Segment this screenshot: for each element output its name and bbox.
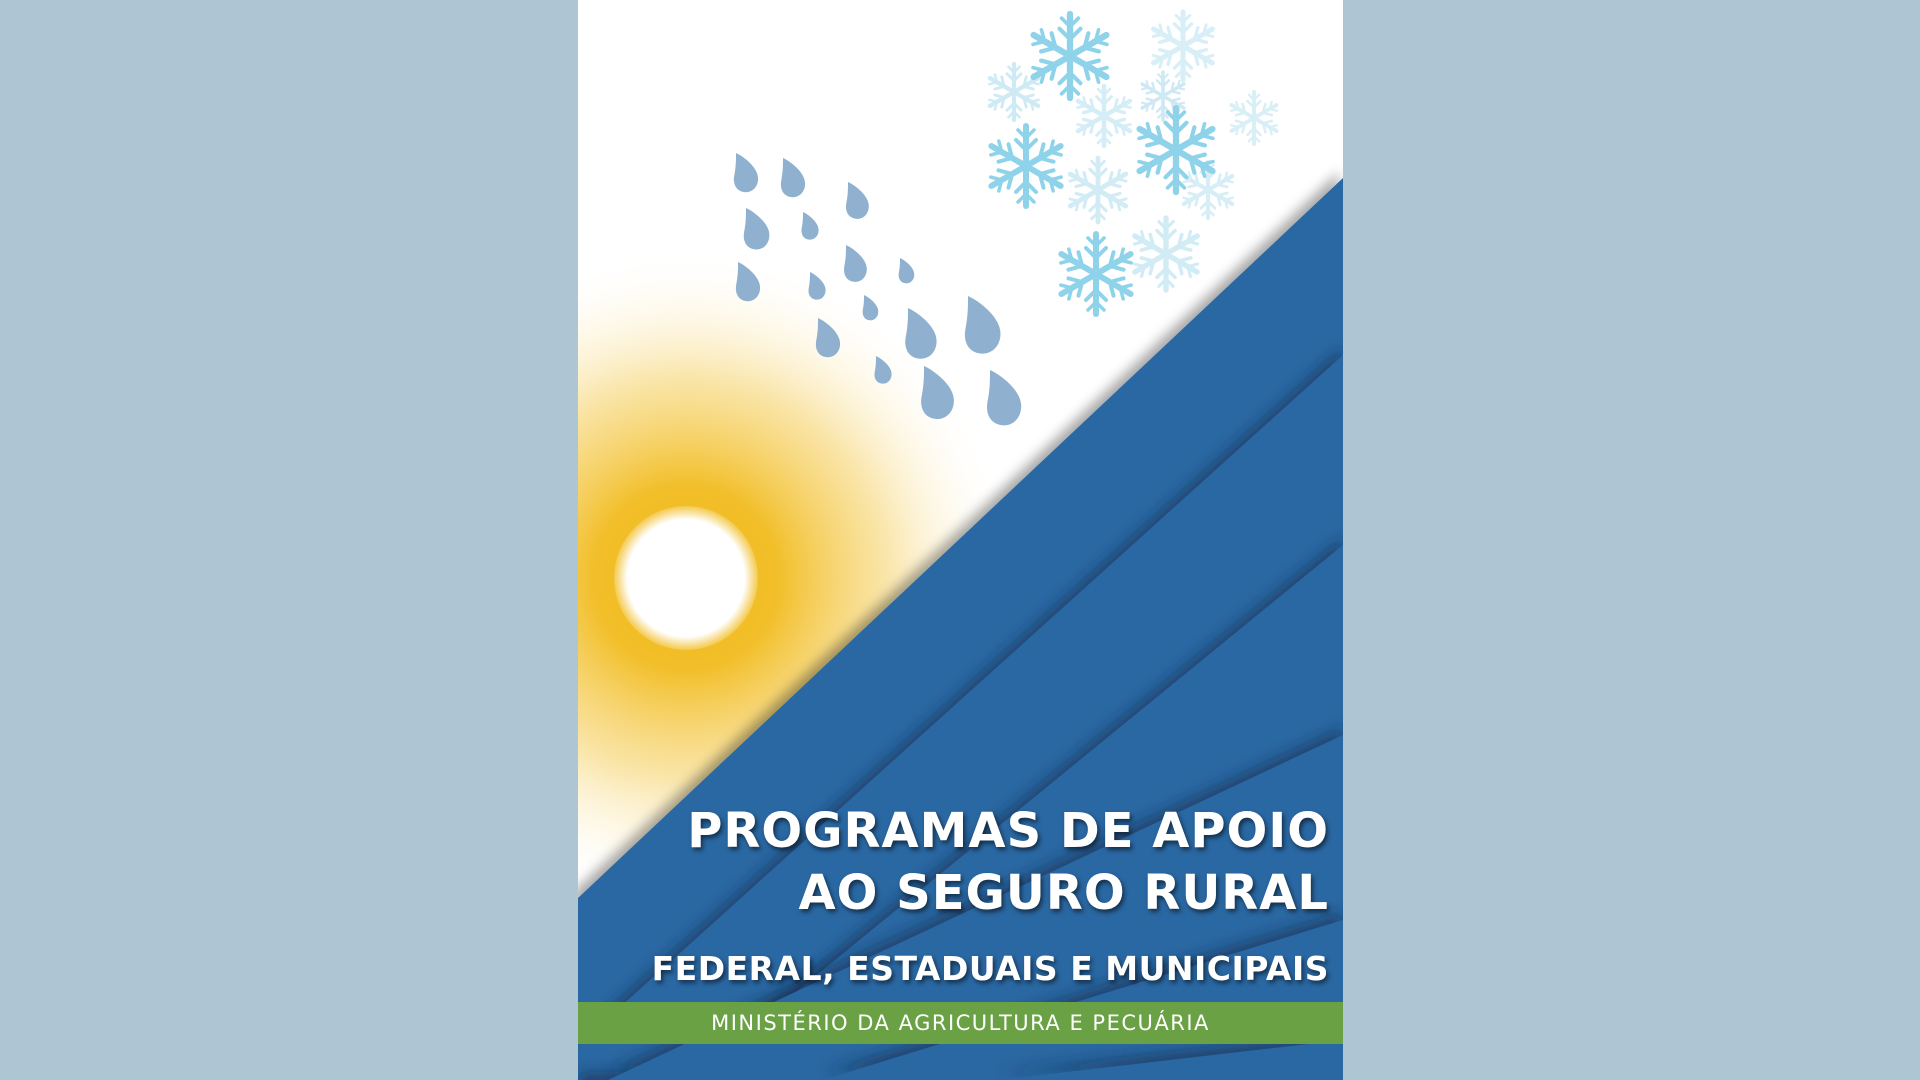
ministry-band	[578, 1002, 1343, 1044]
title-line-2: AO SEGURO RURAL	[798, 865, 1329, 921]
ministry-label: MINISTÉRIO DA AGRICULTURA E PECUÁRIA	[711, 1011, 1210, 1035]
title-line-1: PROGRAMAS DE APOIO	[687, 803, 1329, 859]
sun-icon	[614, 506, 758, 650]
document-cover	[578, 0, 1343, 1080]
cover-subtitle: FEDERAL, ESTADUAIS E MUNICIPAIS	[651, 949, 1329, 988]
cover-title	[609, 800, 1329, 924]
